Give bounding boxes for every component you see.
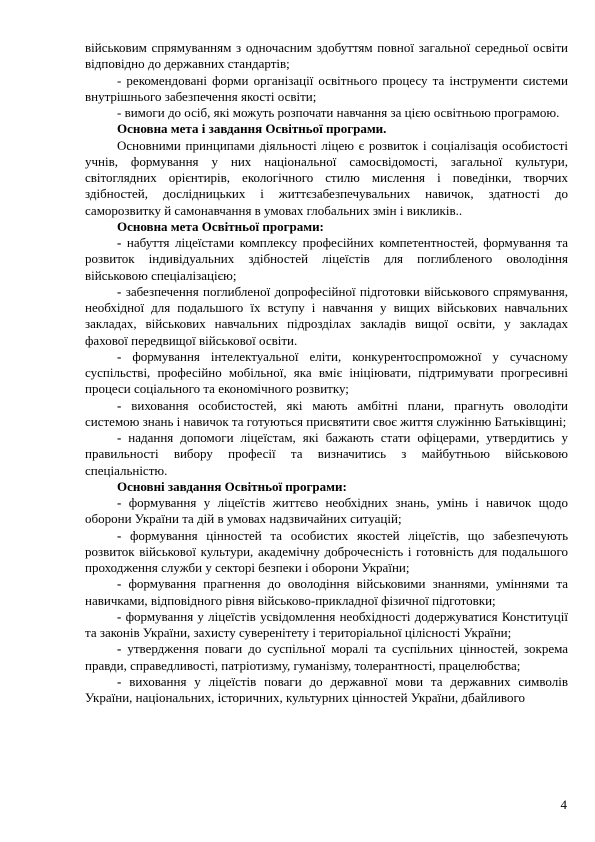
list-dash-marker: - [117, 608, 122, 624]
list-item [85, 609, 568, 642]
page-number: 4 [560, 797, 567, 812]
body-paragraph: військовим спрямуванням з одночасним здобуттям повної загальної середньої освіти відповідно до державних стандартів; [85, 40, 568, 72]
list-item-text: утвердження поваги до суспільної моралі та суспільних цінностей, зокрема правди, справедливості, патріотизму, гуманізму, толерантності, працелюбства; [85, 641, 568, 673]
list-item-text: формування у ліцеїстів життєво необхідних знань, умінь і навичок щодо оборони України та дій в умовах надзвичайних ситуацій; [85, 495, 568, 527]
list-item [85, 430, 568, 479]
section-heading: Основна мета Освітньої програми: [117, 218, 324, 234]
list-item-text: виховання у ліцеїстів поваги до державної мови та державних символів України, національних, історичних, культурних цінностей України, дбайливого [85, 673, 568, 705]
body-paragraph: - вимоги до осіб, які можуть розпочати навчання за цією освітньою програмою. [117, 105, 560, 120]
list-item [85, 641, 568, 674]
section-heading: Основні завдання Освітньої програми: [117, 478, 347, 494]
list-dash-marker: - [117, 430, 122, 445]
list-item [85, 398, 568, 431]
list-item-text: формування цінностей та особистих якостей ліцеїстів, що забезпечують розвиток військової культури, академічну доброчесність і готовність для подальшого проходження служби у секторі безпеки і оборони України; [85, 527, 568, 575]
list-item [85, 576, 568, 609]
list-item [85, 284, 568, 349]
document-page [85, 40, 568, 706]
section-heading: Основна мета і завдання Освітньої програми. [117, 121, 387, 137]
list-item-text: надання допомоги ліцеїстам, які бажають стати офіцерами, утвердитись у правильності вибору професії та визначитись з майбутньою військовою спеціальністю. [85, 430, 568, 478]
list-item-text: забезпечення поглибленої допрофесійної підготовки військового спрямування, необхідної для подальшого їх вступу і навчання у вищих військових навчальних закладах, військових навчальних підрозділах закладів вищої освіти, у закладах фахової передвищої військової освіти. [85, 283, 568, 348]
list-dash-marker: - [117, 673, 122, 689]
list-item-text: формування інтелектуальної еліти, конкурентоспроможної у сучасному суспільстві, професійно мобільної, яка вміє ініціювати, підтримувати прогресивні процеси соціального та економічного розвитку; [85, 348, 568, 397]
list-item [85, 235, 568, 284]
list-item-text: формування у ліцеїстів усвідомлення необхідності додержуватися Конституції та законів України, захисту суверенітету і територіальної цілісності України; [85, 608, 568, 640]
list-item-text: формування прагнення до оволодіння військовими знаннями, уміннями та навичками, відповідного рівня військово-прикладної фізичної підготовки; [85, 576, 568, 608]
list-dash-marker: - [117, 397, 122, 413]
list-dash-marker: - [117, 495, 122, 510]
list-dash-marker: - [117, 576, 122, 592]
list-item-text: виховання особистостей, які мають амбітні плани, прагнуть оволодіти системою знань і навичок та готуються присвятити своє життя служінню Батьківщині; [85, 397, 568, 429]
list-item [85, 528, 568, 577]
list-dash-marker: - [117, 641, 122, 657]
body-paragraph: Основними принципами діяльності ліцею є розвиток і соціалізація особистості учнів, формування у них національної самосвідомості, загальної культури, світоглядних орієнтирів, екологічного стилю мислення і поведінки, творчих здібностей, дослідницьких і життєзабезпечувальних навичок, здатності до саморозвитку й самонавчання в умовах глобальних змін і викликів.. [85, 137, 568, 218]
list-item [85, 674, 568, 707]
body-paragraph: - рекомендовані форми організації освітнього процесу та інструменти системи внутрішнього забезпечення якості освіти; [85, 72, 568, 104]
list-dash-marker: - [117, 235, 122, 250]
list-dash-marker: - [117, 527, 122, 543]
list-dash-marker: - [117, 348, 122, 364]
list-item-text: набуття ліцеїстами комплексу професійних компетентностей, формування та розвиток індивідуальних здібностей ліцеїстів для поглибленого оволодіння військовою спеціалізацією; [85, 235, 568, 283]
list-item [85, 349, 568, 398]
list-dash-marker: - [117, 283, 122, 299]
list-item [85, 495, 568, 528]
